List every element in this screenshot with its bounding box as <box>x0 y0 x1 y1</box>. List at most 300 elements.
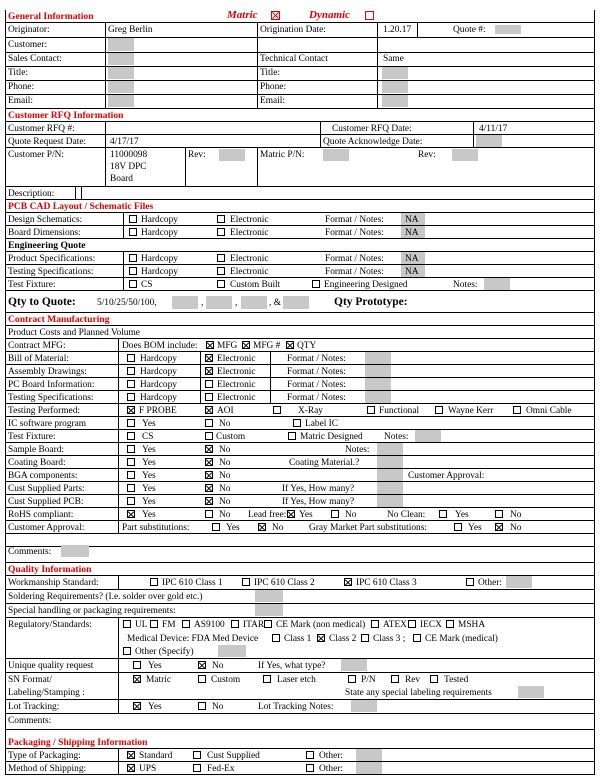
bom-hardcopy-checkbox[interactable] <box>127 354 135 362</box>
tech-email-field[interactable] <box>382 95 408 107</box>
title-field[interactable] <box>108 67 134 79</box>
bom-electronic-label: Electronic <box>217 354 256 364</box>
bom-format-label: Format / Notes: <box>287 354 346 364</box>
atex-label: ATEX <box>383 620 407 630</box>
class3-checkbox[interactable] <box>361 634 369 642</box>
tested-checkbox[interactable] <box>430 675 438 683</box>
rule <box>118 748 119 774</box>
sn-matric-checkbox[interactable] <box>133 675 141 683</box>
assembly-label: Assembly Drawings: <box>8 367 87 377</box>
rohs-no-label: No <box>219 510 231 520</box>
rule <box>5 761 595 762</box>
title-label: Title: <box>8 68 28 78</box>
xray-checkbox[interactable] <box>273 406 281 414</box>
ic-no-label: No <box>219 419 231 429</box>
qty-comma-2: , <box>235 298 238 308</box>
lot-yes-label: Yes <box>148 702 162 712</box>
board-hardcopy-checkbox[interactable] <box>129 228 137 236</box>
iecx-checkbox[interactable] <box>408 620 416 628</box>
pc-board-electronic-label: Electronic <box>217 380 256 390</box>
design-electronic-label: Electronic <box>230 215 269 225</box>
part-subs-yes-checkbox[interactable] <box>212 523 220 531</box>
other-specify-checkbox[interactable] <box>123 647 131 655</box>
assembly-electronic-label: Electronic <box>217 367 256 377</box>
workmanship-other-checkbox[interactable] <box>466 578 474 586</box>
wayne-kerr-label: Wayne Kerr <box>448 406 494 416</box>
no-clean-no-checkbox[interactable] <box>495 510 503 518</box>
gray-market-no-label: No <box>510 523 522 533</box>
tech-email-label: Email: <box>260 96 285 106</box>
unique-type-field[interactable] <box>341 659 367 671</box>
fedex-label: Fed-Ex <box>207 764 235 774</box>
sample-yes-label: Yes <box>142 445 156 455</box>
sample-notes-field[interactable] <box>377 443 403 455</box>
special-labeling-label: State any special labeling requirements <box>345 688 492 698</box>
gray-market-label: Gray Market Part substitutions: <box>309 523 427 533</box>
sn-custom-checkbox[interactable] <box>198 675 206 683</box>
class2-checkbox[interactable] <box>317 634 325 642</box>
testing-electronic-label: Electronic <box>230 267 269 277</box>
rule <box>5 186 595 187</box>
rule <box>5 238 595 239</box>
rule <box>5 199 595 200</box>
bom-electronic-checkbox[interactable] <box>205 354 213 362</box>
rule <box>5 713 595 714</box>
bom-include-label: Does BOM include: <box>122 341 198 351</box>
rule <box>5 121 595 122</box>
rohs-yes-checkbox[interactable] <box>127 510 135 518</box>
part-subs-label: Part substitutions: <box>122 523 190 533</box>
laser-etch-checkbox[interactable] <box>263 675 271 683</box>
lot-yes-checkbox[interactable] <box>133 702 141 710</box>
part-subs-no-label: No <box>272 523 284 533</box>
testing-performed-label: Testing Performed: <box>8 406 80 416</box>
rev-field[interactable] <box>219 149 245 161</box>
lot-notes-label: Lot Tracking Notes: <box>258 702 334 712</box>
design-schematics-label: Design Schematics: <box>8 215 83 225</box>
ups-checkbox[interactable] <box>127 764 135 772</box>
pc-board-format-label: Format / Notes: <box>287 380 346 390</box>
f-probe-label: F PROBE <box>139 406 177 416</box>
bom-hardcopy-label: Hardcopy <box>140 354 177 364</box>
section-header-packaging: Packaging / Shipping Information <box>8 737 148 748</box>
eng-test-fixture-label: Test Fixture: <box>8 280 56 290</box>
rule <box>200 351 201 403</box>
pc-board-hardcopy-label: Hardcopy <box>140 380 177 390</box>
product-hardcopy-checkbox[interactable] <box>129 254 137 262</box>
xray-label: X-Ray <box>298 406 323 416</box>
email-field[interactable] <box>108 95 134 107</box>
workmanship-other-label: Other: <box>478 578 502 588</box>
testing-electronic-checkbox[interactable] <box>217 267 225 275</box>
product-electronic-checkbox[interactable] <box>217 254 225 262</box>
ic-yes-checkbox[interactable] <box>127 419 135 427</box>
pn-checkbox[interactable] <box>348 675 356 683</box>
rohs-label: RoHS compliant: <box>8 510 74 520</box>
description-field[interactable] <box>81 187 82 199</box>
itar-label: ITAR <box>243 620 265 630</box>
rule <box>5 94 595 95</box>
lot-tracking-label: Lot Tracking: <box>8 702 60 712</box>
sn-custom-label: Custom <box>211 675 241 685</box>
label-ic-checkbox[interactable] <box>293 419 301 427</box>
rule <box>118 575 119 589</box>
soldering-field[interactable] <box>255 590 283 602</box>
product-electronic-label: Electronic <box>230 254 269 264</box>
label-ic-label: Label IC <box>305 419 339 429</box>
gray-market-no-checkbox[interactable] <box>495 523 503 531</box>
cust-parts-yes-checkbox[interactable] <box>127 484 135 492</box>
qty-field-5[interactable] <box>283 296 309 309</box>
tech-phone-field[interactable] <box>382 81 408 93</box>
f-probe-checkbox[interactable] <box>127 406 135 414</box>
rule <box>5 225 595 226</box>
border-left <box>5 10 6 774</box>
coating-no-label: No <box>219 458 231 468</box>
omni-cable-label: Omni Cable <box>526 406 572 416</box>
ipc3-checkbox[interactable] <box>344 578 352 586</box>
packaging-other-checkbox[interactable] <box>306 751 314 759</box>
customer-approval-label: Customer Approval: <box>8 523 85 533</box>
assembly-electronic-checkbox[interactable] <box>205 367 213 375</box>
cust-parts-label: Cust Supplied Parts: <box>8 484 85 494</box>
phone-label: Phone: <box>8 82 35 92</box>
rule <box>5 455 595 456</box>
cm-testing-format-field[interactable] <box>365 391 391 403</box>
shipping-other-checkbox[interactable] <box>306 764 314 772</box>
rule <box>5 481 595 482</box>
cm-custom-label: Custom <box>216 432 246 442</box>
ul-checkbox[interactable] <box>123 620 131 628</box>
cm-testing-electronic-checkbox[interactable] <box>205 393 213 401</box>
testing-format-label: Format / Notes: <box>325 267 384 277</box>
matric-designed-label: Matric Designed <box>300 432 363 442</box>
cm-custom-checkbox[interactable] <box>205 432 213 440</box>
product-spec-label: Product Specifications: <box>8 254 96 264</box>
qty-prototype-label: Qty Prototype: <box>334 296 408 308</box>
coating-material-label: Coating Material.? <box>289 458 360 468</box>
matric-designed-checkbox[interactable] <box>288 432 296 440</box>
bom-qty-checkbox[interactable] <box>286 341 294 349</box>
coating-yes-checkbox[interactable] <box>127 458 135 466</box>
no-clean-label: No Clean: <box>387 510 426 520</box>
as9100-label: AS9100 <box>194 620 225 630</box>
tech-phone-label: Phone: <box>260 82 287 92</box>
standard-checkbox[interactable] <box>127 751 135 759</box>
ic-no-checkbox[interactable] <box>205 419 213 427</box>
unique-no-label: No <box>212 661 224 671</box>
pc-board-electronic-checkbox[interactable] <box>205 380 213 388</box>
pc-board-label: PC Board Information: <box>8 380 95 390</box>
origination-date-value[interactable]: 1.20.17 <box>383 25 412 35</box>
design-hardcopy-checkbox[interactable] <box>129 215 137 223</box>
eng-notes-label: Notes: <box>453 280 478 290</box>
cust-parts-no-label: No <box>219 484 231 494</box>
rule <box>105 22 106 108</box>
bom-mfg-checkbox[interactable] <box>206 341 214 349</box>
design-format-value: NA <box>405 215 419 225</box>
bom-label: Bill of Material: <box>8 354 69 364</box>
sample-notes-label: Notes: <box>345 445 370 455</box>
origination-date-label: Origination Date: <box>260 25 326 35</box>
lead-free-yes-checkbox[interactable] <box>287 510 295 518</box>
eng-notes-field[interactable] <box>484 278 510 290</box>
cust-pcb-how-many-label: If Yes, How many? <box>282 497 355 507</box>
assembly-hardcopy-label: Hardcopy <box>140 367 177 377</box>
originator-value[interactable]: Greg Berlin <box>108 25 153 35</box>
sn-format-label: SN Format/ <box>8 675 53 685</box>
cm-test-fixture-label: Test Fixture: <box>8 432 56 442</box>
rfq-no-label: Customer RFQ #: <box>8 124 75 134</box>
customer-pn-line1[interactable]: 11000098 <box>110 150 148 160</box>
regulatory-label: Regulatory/Standards: <box>8 620 92 630</box>
no-clean-yes-label: Yes <box>455 510 469 520</box>
no-clean-yes-checkbox[interactable] <box>439 510 447 518</box>
custom-built-label: Custom Built <box>230 280 281 290</box>
ipc2-checkbox[interactable] <box>242 578 250 586</box>
omni-cable-checkbox[interactable] <box>513 406 521 414</box>
bom-format-field[interactable] <box>365 352 391 364</box>
rule <box>473 121 474 147</box>
rule <box>320 121 321 147</box>
technical-contact-value[interactable]: Same <box>383 54 404 64</box>
coating-board-label: Coating Board: <box>8 458 66 468</box>
as9100-checkbox[interactable] <box>182 620 190 628</box>
packaging-type-label: Type of Packaging: <box>8 751 81 761</box>
phone-field[interactable] <box>108 81 134 93</box>
cust-supplied-checkbox[interactable] <box>193 751 201 759</box>
sample-no-checkbox[interactable] <box>205 445 213 453</box>
matric-pn-label: Matric P/N: <box>260 150 305 160</box>
unique-yes-label: Yes <box>148 661 162 671</box>
class1-label: Class 1 <box>284 634 312 644</box>
ipc1-label: IPC 610 Class 1 <box>162 578 223 588</box>
functional-checkbox[interactable] <box>367 406 375 414</box>
packaging-other-field[interactable] <box>356 749 382 761</box>
msha-checkbox[interactable] <box>446 620 454 628</box>
cm-cs-checkbox[interactable] <box>127 432 135 440</box>
fedex-checkbox[interactable] <box>193 764 201 772</box>
rule <box>5 603 595 604</box>
rule <box>5 617 595 618</box>
section-header-pcb: PCB CAD Layout / Schematic Files <box>8 201 154 212</box>
bga-no-checkbox[interactable] <box>205 471 213 479</box>
rule <box>5 699 595 700</box>
rule <box>75 186 76 199</box>
cust-pcb-how-many-field[interactable] <box>377 495 403 507</box>
part-subs-no-checkbox[interactable] <box>258 523 266 531</box>
dynamic-checkbox[interactable] <box>365 11 374 20</box>
rohs-no-checkbox[interactable] <box>205 510 213 518</box>
sn-rev-label: Rev <box>405 675 421 685</box>
fm-label: FM <box>162 620 176 630</box>
rule <box>5 37 595 38</box>
design-format-label: Format / Notes: <box>325 215 384 225</box>
quote-no-label: Quote #: <box>453 25 486 35</box>
quote-no-field[interactable] <box>495 25 521 34</box>
rule <box>5 312 595 313</box>
eng-designed-checkbox[interactable] <box>312 280 320 288</box>
product-hardcopy-label: Hardcopy <box>141 254 178 264</box>
qty-comma-1: , <box>201 298 204 308</box>
sample-yes-checkbox[interactable] <box>127 445 135 453</box>
cust-parts-how-many-label: If Yes, How many? <box>282 484 355 494</box>
custom-built-checkbox[interactable] <box>217 280 225 288</box>
rfq-date-value[interactable]: 4/11/17 <box>479 124 508 134</box>
eng-cs-checkbox[interactable] <box>129 280 137 288</box>
cust-pcb-no-checkbox[interactable] <box>205 497 213 505</box>
quote-request-value[interactable]: 4/17/17 <box>110 137 139 147</box>
aoi-checkbox[interactable] <box>205 406 213 414</box>
class2-label: Class 2 <box>329 634 357 644</box>
ipc1-checkbox[interactable] <box>150 578 158 586</box>
testing-format-value: NA <box>405 267 419 277</box>
special-labeling-field[interactable] <box>518 686 544 698</box>
rule <box>5 429 595 430</box>
board-dimensions-label: Board Dimensions: <box>8 228 81 238</box>
unique-no-checkbox[interactable] <box>198 661 206 669</box>
cust-parts-yes-label: Yes <box>142 484 156 494</box>
rule <box>5 290 595 291</box>
cm-testing-hardcopy-label: Hardcopy <box>140 393 177 403</box>
matric-rev-field[interactable] <box>452 149 478 161</box>
matric-title: Matric <box>227 9 258 21</box>
quote-request-label: Quote Request Date: <box>8 137 87 147</box>
pc-board-hardcopy-checkbox[interactable] <box>127 380 135 388</box>
qty-field-4[interactable] <box>241 296 267 309</box>
lot-no-checkbox[interactable] <box>198 702 206 710</box>
ce-nonmed-checkbox[interactable] <box>264 620 272 628</box>
coating-material-field[interactable] <box>377 456 403 468</box>
ce-nonmed-label: CE Mark (non medical) <box>276 620 366 630</box>
rule <box>118 617 119 713</box>
board-hardcopy-label: Hardcopy <box>141 228 178 238</box>
lead-free-no-checkbox[interactable] <box>331 510 339 518</box>
cm-comments-field[interactable] <box>61 545 89 557</box>
bga-yes-checkbox[interactable] <box>127 471 135 479</box>
rule <box>5 546 595 547</box>
other-specify-label: Other (Specify) <box>135 647 194 657</box>
unique-quality-label: Unique quality request <box>8 661 94 671</box>
pc-board-format-field[interactable] <box>365 378 391 390</box>
atex-checkbox[interactable] <box>371 620 379 628</box>
assembly-hardcopy-checkbox[interactable] <box>127 367 135 375</box>
rule <box>5 325 595 326</box>
section-header-quality: Quality Information <box>8 564 92 575</box>
qty-to-quote-label: Qty to Quote: <box>8 296 76 308</box>
cm-notes-field[interactable] <box>415 430 441 442</box>
product-format-value: NA <box>405 254 419 264</box>
rule <box>123 251 124 290</box>
workmanship-label: Workmanship Standard: <box>8 578 99 588</box>
special-handling-field[interactable] <box>255 604 283 616</box>
rule <box>123 212 124 238</box>
quality-comments-label: Comments: <box>8 716 52 726</box>
workmanship-other-field[interactable] <box>506 576 532 588</box>
bga-customer-approval-label: Customer Approval: <box>408 471 485 481</box>
cust-supplied-label: Cust Supplied <box>207 751 260 761</box>
bga-label: BGA components: <box>8 471 78 481</box>
qty-field-3[interactable] <box>206 296 232 309</box>
rule <box>5 108 595 109</box>
matric-checkbox[interactable] <box>271 11 280 20</box>
quote-ack-label: Quote Acknowledge Date: <box>323 137 423 147</box>
sn-matric-label: Matric <box>146 675 171 685</box>
bom-mfg-label: MFG <box>217 341 238 351</box>
cm-testing-hardcopy-checkbox[interactable] <box>127 393 135 401</box>
cust-parts-no-checkbox[interactable] <box>205 484 213 492</box>
gray-market-yes-checkbox[interactable] <box>454 523 462 531</box>
rule <box>5 251 595 252</box>
unique-yes-checkbox[interactable] <box>133 661 141 669</box>
matric-pn-field[interactable] <box>323 149 349 161</box>
itar-checkbox[interactable] <box>231 620 239 628</box>
cm-notes-label: Notes: <box>384 432 409 442</box>
rfq-date-label: Customer RFQ Date: <box>332 124 412 134</box>
quote-ack-field[interactable] <box>476 135 502 147</box>
sales-contact-field[interactable] <box>108 53 134 65</box>
cust-pcb-yes-label: Yes <box>142 497 156 507</box>
shipping-other-field[interactable] <box>356 762 382 774</box>
quote-request-form <box>5 4 595 774</box>
customer-pn-line3[interactable]: Board <box>110 174 133 184</box>
ups-label: UPS <box>139 764 157 774</box>
bga-no-label: No <box>219 471 231 481</box>
packaging-other-label: Other: <box>319 751 343 761</box>
ic-yes-label: Yes <box>142 419 156 429</box>
coating-no-checkbox[interactable] <box>205 458 213 466</box>
rule <box>185 147 186 186</box>
fm-checkbox[interactable] <box>150 620 158 628</box>
rule <box>257 147 258 186</box>
sn-rev-checkbox[interactable] <box>391 675 399 683</box>
design-electronic-checkbox[interactable] <box>217 215 225 223</box>
testing-hardcopy-checkbox[interactable] <box>129 267 137 275</box>
sample-no-label: No <box>219 445 231 455</box>
pn-label: P/N <box>361 675 376 685</box>
lot-notes-field[interactable] <box>351 700 377 712</box>
section-header-general: General Information <box>8 11 94 22</box>
board-electronic-checkbox[interactable] <box>217 228 225 236</box>
customer-field[interactable] <box>108 38 134 51</box>
ipc2-label: IPC 610 Class 2 <box>254 578 315 588</box>
other-specify-field[interactable] <box>218 645 246 657</box>
rule <box>5 658 595 659</box>
wayne-kerr-checkbox[interactable] <box>435 406 443 414</box>
assembly-format-field[interactable] <box>365 365 391 377</box>
part-subs-yes-label: Yes <box>226 523 240 533</box>
ce-med-checkbox[interactable] <box>413 634 421 642</box>
qty-field-2[interactable] <box>172 296 198 309</box>
bom-mfg-no-checkbox[interactable] <box>242 341 250 349</box>
qty-to-quote-value[interactable]: 5/10/25/50/100, <box>97 298 157 308</box>
ul-label: UL <box>135 620 148 630</box>
sn-labeling-label: Labeling/Stamping : <box>8 688 85 698</box>
eng-cs-label: CS <box>141 280 153 290</box>
rule <box>118 338 119 533</box>
laser-etch-label: Laser etch <box>277 675 316 685</box>
cust-pcb-yes-checkbox[interactable] <box>127 497 135 505</box>
border-right <box>594 10 595 774</box>
rule <box>5 589 595 590</box>
lot-no-label: No <box>212 702 224 712</box>
cust-parts-how-many-field[interactable] <box>377 482 403 494</box>
class1-checkbox[interactable] <box>272 634 280 642</box>
bga-field[interactable] <box>377 469 403 481</box>
ic-software-label: IC software program <box>8 419 87 429</box>
tech-title-field[interactable] <box>382 67 408 79</box>
customer-pn-line2[interactable]: 18V DPC <box>110 162 147 172</box>
